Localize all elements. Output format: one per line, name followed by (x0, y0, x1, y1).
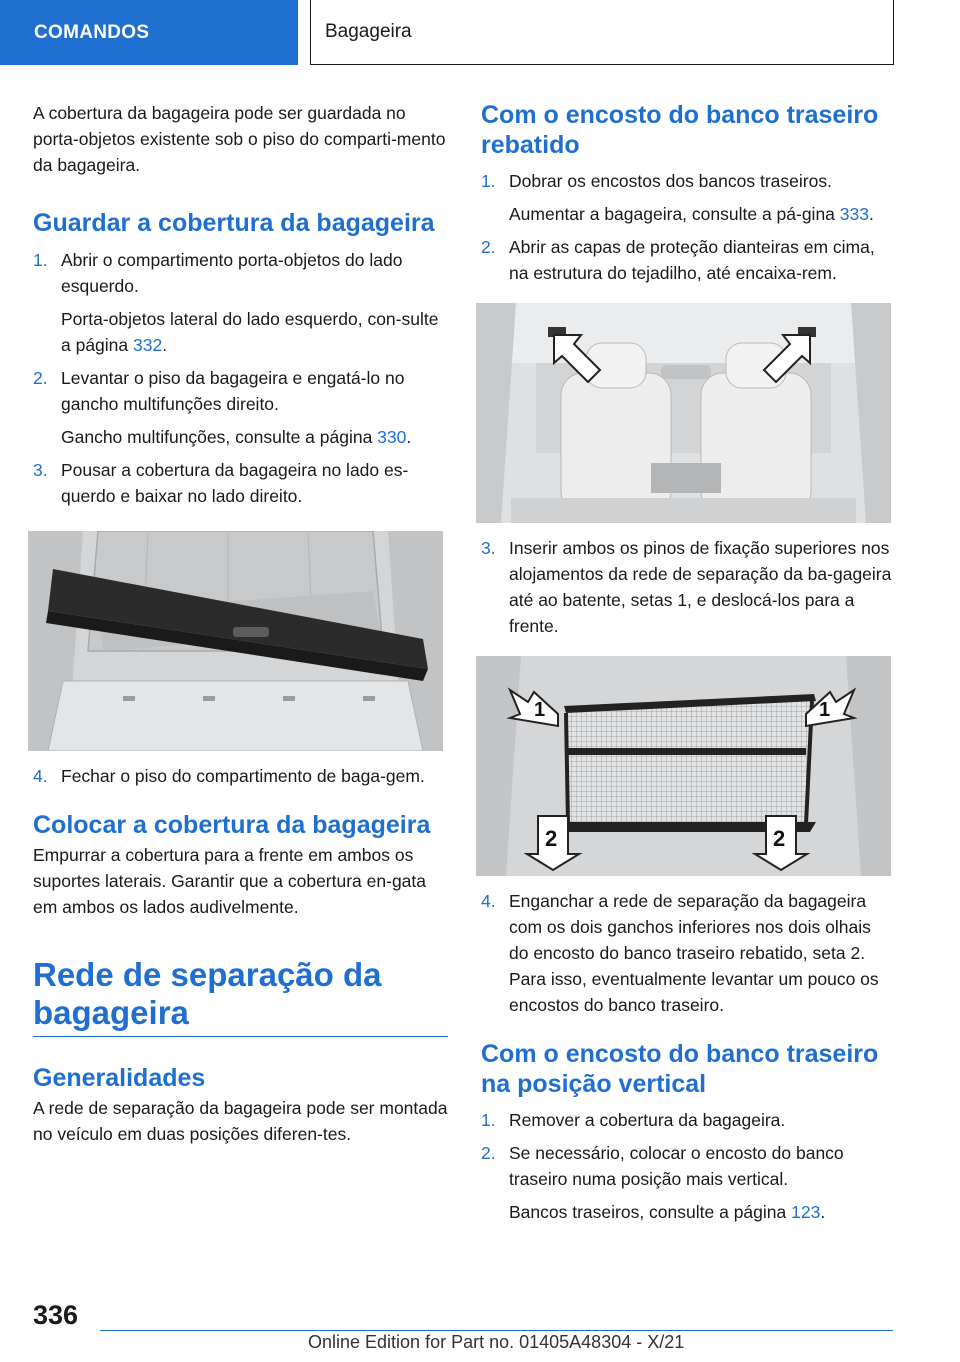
generalidades-heading: Generalidades (33, 1064, 206, 1092)
roof-covers-illustration (476, 303, 891, 523)
svg-text:2: 2 (545, 826, 558, 851)
page-number: 336 (33, 1300, 79, 1330)
svg-text:2: 2 (773, 826, 786, 851)
page-link-123[interactable]: 123 (791, 1202, 821, 1222)
svg-text:1: 1 (534, 699, 546, 721)
trunk-cover-illustration (28, 531, 443, 751)
separation-net-illustration (476, 656, 891, 876)
topic-header (310, 0, 894, 65)
page-link-330[interactable]: 330 (377, 427, 407, 447)
list-item: 2. Abrir as capas de proteção dianteiras em cima, na estrutura do tejadilho, até encaixa-rem. (481, 237, 875, 283)
trunk-cover-svg (28, 531, 443, 751)
left-column (33, 100, 448, 1147)
page-link-332[interactable]: 332 (133, 335, 163, 355)
edition-note: Online Edition for Part no. 01405A48304 - X/21 (308, 1332, 685, 1352)
topic-label: Bagageira (325, 21, 412, 42)
generalidades-text: A rede de separação da bagageira pode ser montada no veículo em duas posições diferen-tes. (33, 1098, 448, 1144)
list-item: 1. Dobrar os encostos dos bancos traseiros. Aumentar a bagageira, consulte a pá-gina 333. (481, 171, 874, 224)
list-item: 1. Abrir o compartimento porta-objetos do lado esquerdo. Porta-objetos lateral do lado esquerdo, con-sulte a página 332. (33, 250, 439, 355)
rebatido-heading: Com o encosto do banco traseiro rebatido (481, 101, 879, 159)
svg-text:1: 1 (819, 699, 831, 721)
section-label: COMANDOS (34, 21, 150, 43)
section-tab (0, 0, 298, 65)
list-item: 1. Remover a cobertura da bagageira. (481, 1110, 786, 1130)
guardar-heading: Guardar a cobertura da bagageira (33, 209, 435, 237)
roof-covers-svg (476, 303, 891, 523)
list-item: 2. Se necessário, colocar o encosto do banco traseiro numa posição mais vertical. Bancos traseiros, consulte a página 123. (481, 1143, 844, 1222)
list-item: 2. Levantar o piso da bagageira e engatá-lo no gancho multifunções direito. Gancho multifunções, consulte a página 330. (33, 368, 412, 447)
page-link-333[interactable]: 333 (839, 204, 869, 224)
colocar-heading: Colocar a cobertura da bagageira (33, 811, 431, 839)
vertical-heading: Com o encosto do banco traseiro na posição vertical (481, 1040, 879, 1098)
list-item: 3. Pousar a cobertura da bagageira no lado es-querdo e baixar no lado direito. (33, 460, 409, 506)
colocar-text: Empurrar a cobertura para a frente em ambos os suportes laterais. Garantir que a cobertura en-gata em ambos os lados audivelmente. (33, 845, 426, 917)
right-column (481, 100, 893, 1225)
separation-net-svg (476, 656, 891, 876)
rede-heading: Rede de separação da bagageira (33, 956, 448, 1037)
list-item: 4. Fechar o piso do compartimento de baga-gem. (33, 766, 425, 786)
intro-text: A cobertura da bagageira pode ser guardada no porta-objetos existente sob o piso do comparti-mento da bagageira. (33, 103, 446, 175)
list-item: 4. Enganchar a rede de separação da bagageira com os dois ganchos inferiores nos dois olhais do encosto do banco traseiro rebatido, seta 2. Para isso, eventualmente levantar um pouco os encostos do banco traseiro. (481, 891, 879, 1015)
footer-divider (100, 1330, 893, 1331)
list-item: 3. Inserir ambos os pinos de fixação superiores nos alojamentos da rede de separação da ba-gageira até ao batente, setas 1, e deslocá-los para a frente. (481, 538, 892, 636)
